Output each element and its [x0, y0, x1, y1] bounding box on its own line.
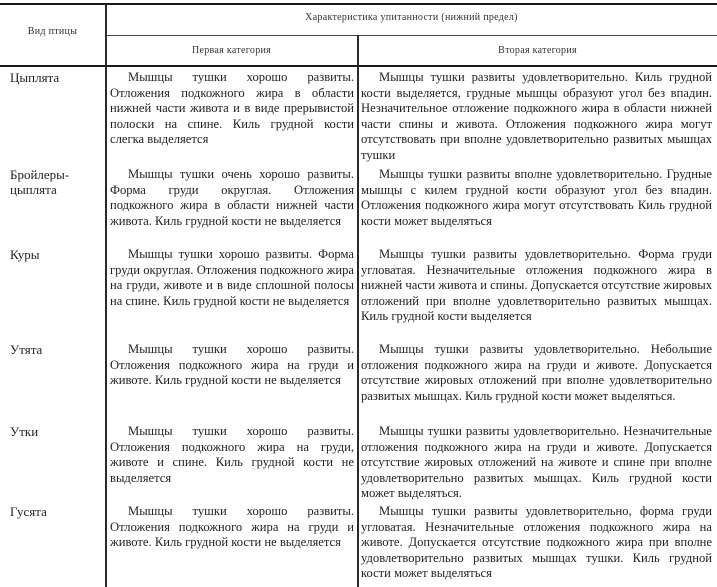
- species-name: Утки: [10, 424, 39, 439]
- species-column-header: Вид птицы: [27, 26, 78, 37]
- category-2-description: Мышцы тушки развиты удовлетворительно. Незначительные отложения подкожного жира на груди и животе. Допускается отсутствие жировых отложений на животе и спине при вполне удовлетворительно развитых мышцах. Киль грудной кости может выделяться.: [361, 424, 712, 501]
- category-1-description: Мышцы тушки хорошо развиты. Отложения подкожного жира на груди и животе. Киль грудной кости не выделяется: [110, 504, 354, 550]
- species-column-divider: [105, 4, 107, 587]
- category-2-header: Вторая категория: [498, 45, 577, 56]
- category-2-description: Мышцы тушки развиты удовлетворительно, форма груди угловатая. Незначительные отложения подкожного жира на животе. Допускается отсутствие подкожного жира при вполне удовлетворительно развитых мышцах тушки. Киль грудной кости может выделяться: [361, 504, 712, 581]
- category-2-description: Мышцы тушки развиты вполне удовлетворительно. Грудные мышцы с килем грудной кости образуют угол без впадин. Отложения подкожного жира могут отсутствовать Киль грудной кости может выделяться: [361, 167, 712, 228]
- species-name: Утята: [10, 342, 43, 357]
- category-column-divider: [357, 35, 359, 587]
- table-top-border: [0, 3, 717, 5]
- category-1-description: Мышцы тушки хорошо развиты. Отложения подкожного жира в области нижней части живота и в виде прерывистой полоски на спине. Киль грудной кости слегка выделяется: [110, 70, 354, 147]
- category-1-description: Мышцы тушки хорошо развиты. Отложения подкожного жира на груди и животе. Киль грудной кости не выделяется: [110, 342, 354, 388]
- category-1-description: Мышцы тушки хорошо развиты. Отложения подкожного жира на груди, животе и спине. Киль грудной кости не выделяется: [110, 424, 354, 485]
- species-name: Цыплята: [10, 70, 60, 85]
- species-name: Гусята: [10, 504, 47, 519]
- category-2-description: Мышцы тушки развиты удовлетворительно. Форма груди угловатая. Незначительные отложения подкожного жира в нижней части живота и спины. Допускается отсутствие жировых отложений при вполне удовлетворительно развитых мышцах. Киль грудной кости выделяется: [361, 247, 712, 324]
- category-2-description: Мышцы тушки развиты удовлетворительно. Киль грудной кости выделяется, грудные мышцы образуют угол без впадин. Незначительное отложение подкожного жира в области нижней части спины и живота. Отложения подкожного жира могут отсутствовать при вполне удовлетворительно развитых мышцах тушки: [361, 70, 712, 162]
- header-group-divider: [106, 35, 717, 36]
- header-bottom-border: [0, 65, 717, 67]
- category-1-description: Мышцы тушки очень хорошо развиты. Форма груди округлая. Отложения подкожного жира в области нижней части живота. Киль грудной кости не выделяется: [110, 167, 354, 228]
- category-1-header: Первая категория: [191, 45, 272, 56]
- group-header: Характеристика упитанности (нижний предел): [305, 12, 518, 23]
- category-2-description: Мышцы тушки развиты удовлетворительно. Небольшие отложения подкожного жира на груди и животе. Допускается отсутствие жировых отложений при вполне удовлетворительно развитых мышцах. Киль грудной кости может выделяться.: [361, 342, 712, 403]
- species-name: Бройлеры-цыплята: [10, 167, 70, 197]
- category-1-description: Мышцы тушки хорошо развиты. Форма груди округлая. Отложения подкожного жира на груди, животе и в виде сплошной полосы на спине. Киль грудной кости не выделяется: [110, 247, 354, 308]
- species-name: Куры: [10, 247, 40, 262]
